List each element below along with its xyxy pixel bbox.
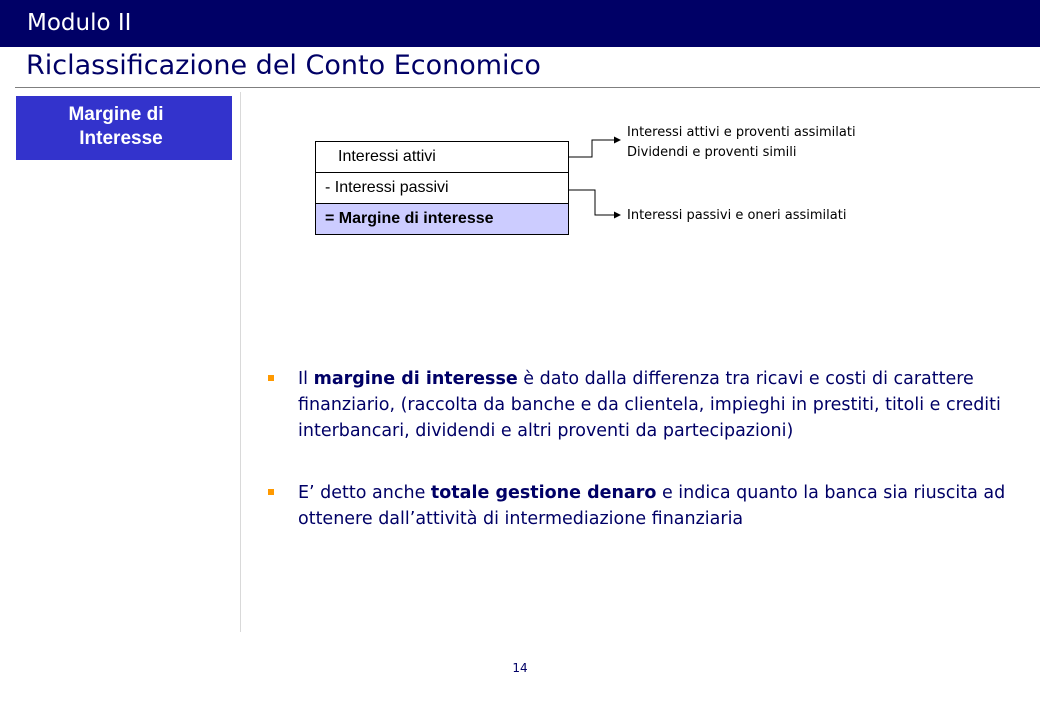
note-interessi-passivi: Interessi passivi e oneri assimilati bbox=[627, 208, 847, 223]
page-number: 14 bbox=[512, 661, 528, 675]
arrow-passivi bbox=[569, 190, 621, 219]
arrow-attivi bbox=[569, 137, 621, 158]
bullet-square-icon bbox=[268, 375, 274, 381]
table-cell-interessi-passivi: - Interessi passivi bbox=[316, 173, 569, 204]
section-label-line-1: Margine di bbox=[68, 104, 164, 125]
section-label bbox=[16, 96, 232, 160]
list-item: Il margine di interesse è dato dalla differenza tra ricavi e costi di carattere finanziario, (raccolta da banche e da clientela, impieghi in prestiti, titoli e crediti interbancari, dividendi e altri proventi da partecipazioni) bbox=[266, 366, 1026, 444]
list-item: E’ detto anche totale gestione denaro e indica quanto la banca sia riuscita ad ottenere dall’attività di intermediazione finanziaria bbox=[266, 480, 1026, 532]
title-divider bbox=[15, 87, 1040, 88]
header-bar bbox=[0, 0, 1040, 47]
table-row bbox=[316, 142, 569, 173]
vertical-divider bbox=[240, 92, 241, 632]
bullet-list bbox=[266, 366, 1026, 568]
note-interessi-attivi bbox=[627, 123, 856, 163]
bullet-keyword: margine di interesse bbox=[313, 369, 518, 389]
module-label: Modulo II bbox=[27, 10, 132, 36]
margin-calculation-table bbox=[315, 141, 569, 235]
connector-arrows bbox=[560, 120, 630, 230]
table-cell-interessi-attivi: Interessi attivi bbox=[316, 142, 569, 173]
table-row bbox=[316, 173, 569, 204]
note-line: Dividendi e proventi simili bbox=[627, 145, 797, 160]
bullet-keyword: totale gestione denaro bbox=[430, 483, 657, 503]
table-row bbox=[316, 204, 569, 235]
section-label-line-2: Interesse bbox=[79, 128, 163, 149]
bullet-square-icon bbox=[268, 489, 274, 495]
table-cell-margine-di-interesse: = Margine di interesse bbox=[316, 204, 569, 235]
page-title: Riclassificazione del Conto Economico bbox=[26, 50, 541, 81]
note-line: Interessi attivi e proventi assimilati bbox=[627, 125, 856, 140]
